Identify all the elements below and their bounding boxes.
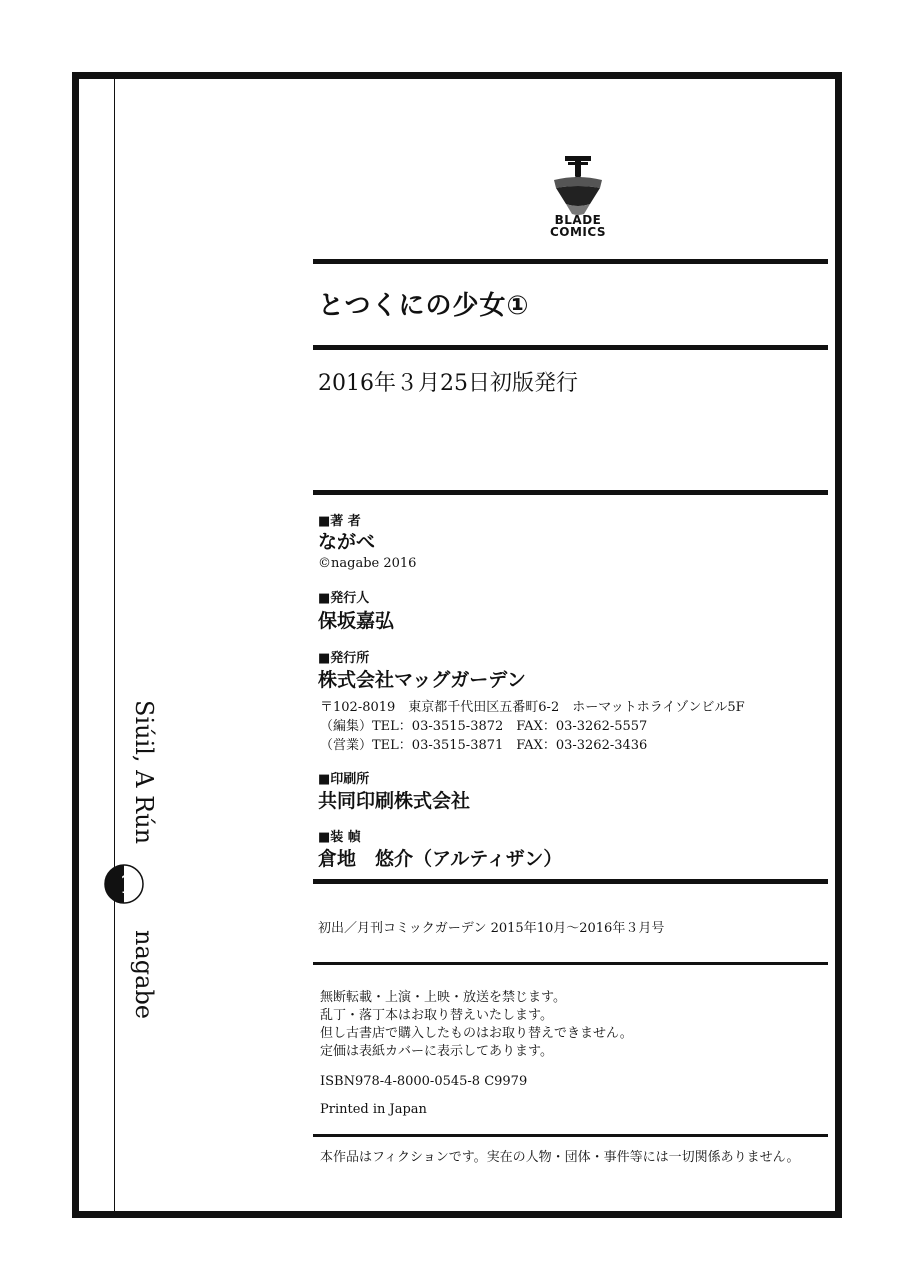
divider-rule [313,879,828,884]
notice-line: 乱丁・落丁本はお取り替えいたします。 [320,1008,553,1023]
logo-line-2: COMICS [549,225,607,239]
publisher-person-label: ■発行人 [318,591,370,606]
first-appearance: 初出／月刊コミックガーデン 2015年10月～2016年３月号 [318,921,665,936]
divider-rule [313,1134,828,1137]
author-label: ■著 者 [318,514,361,529]
logo-line-1: BLADE [554,213,602,227]
spine-author: nagabe [130,930,158,1020]
divider-rule [313,962,828,965]
author-name: ながべ [318,531,376,553]
tower-icon [540,152,616,222]
divider-rule [313,345,828,350]
notice-line: 但し古書店で購入したものはお取り替えできません。 [320,1026,633,1041]
spine-volume-number: 1 [119,870,138,900]
notice-line: 定価は表紙カバーに表示してあります。 [320,1044,553,1059]
divider-rule [313,490,828,495]
publication-date: 2016年３月25日初版発行 [318,371,578,396]
publisher-person-name: 保坂嘉弘 [318,610,395,632]
publisher-label: ■発行所 [318,651,370,666]
spine-volume-badge [102,862,146,906]
publisher-sales-contact: （営業）TEL：03-3515-3871 FAX：03-3262-3436 [320,738,648,753]
publisher-address: 〒102-8019 東京都千代田区五番町6-2 ホーマットホライゾンビル5F [320,700,745,715]
divider-rule [313,259,828,264]
spine-title: Siúil, A Rún [130,700,158,845]
publisher-name: 株式会社マッグガーデン [318,669,526,691]
design-label: ■装 幀 [318,830,361,845]
author-copyright: ©nagabe 2016 [318,556,417,571]
printer-name: 共同印刷株式会社 [318,790,471,812]
fiction-notice: 本作品はフィクションです。実在の人物・団体・事件等には一切関係ありません。 [320,1150,800,1165]
logo-wordmark [536,214,620,238]
publisher-editorial-contact: （編集）TEL：03-3515-3872 FAX：03-3262-5557 [320,719,648,734]
notice-line: 無断転載・上演・上映・放送を禁じます。 [320,990,566,1005]
book-title: とつくにの少女① [318,291,530,321]
spine-divider [114,79,115,1211]
design-name: 倉地 悠介（アルティザン） [318,848,563,870]
printed-in: Printed in Japan [320,1102,427,1117]
isbn: ISBN978-4-8000-0545-8 C9979 [320,1074,528,1089]
printer-label: ■印刷所 [318,772,370,787]
